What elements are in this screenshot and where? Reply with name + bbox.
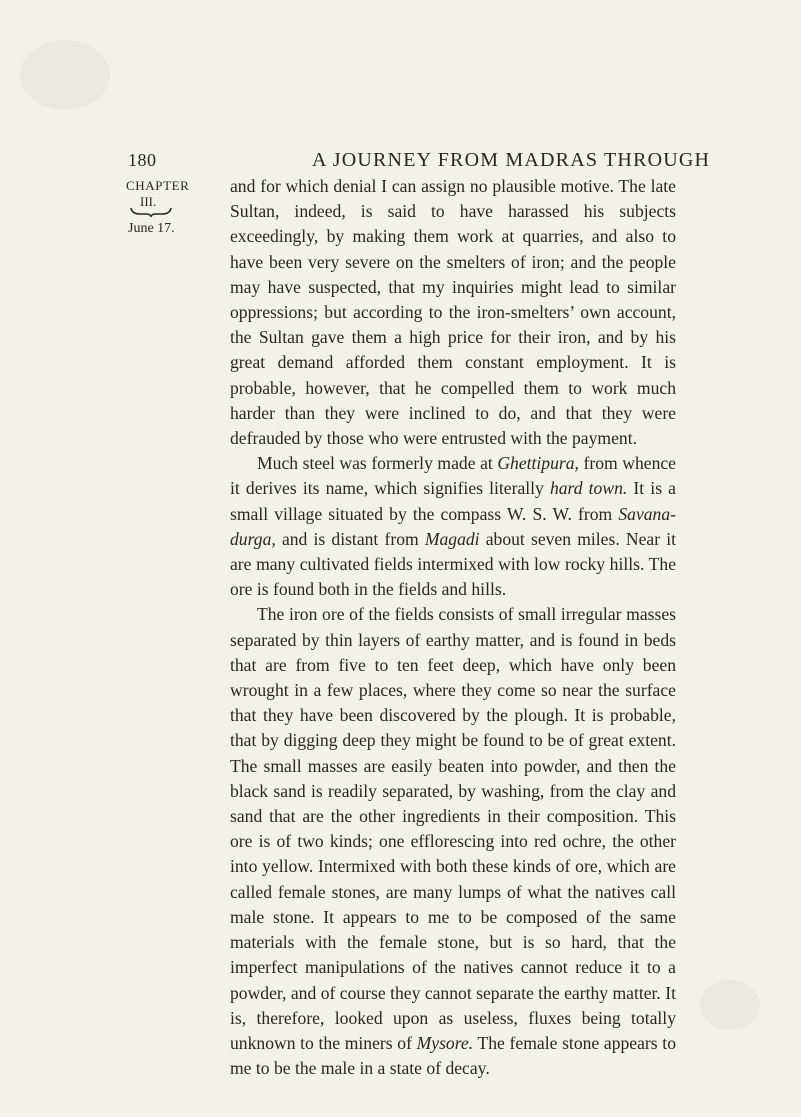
text-run: from whence it derives its name, which signifies literally bbox=[230, 453, 676, 499]
brace-ornament-icon bbox=[130, 207, 172, 217]
text-run: Much steel was formerly made at bbox=[257, 453, 498, 474]
text-run: It is a small village situated by the compass W. S. W. from bbox=[230, 478, 676, 524]
margin-chapter-number: III. bbox=[140, 194, 157, 209]
italic-text: hard town. bbox=[549, 478, 628, 499]
italic-text: Magadi bbox=[424, 528, 480, 549]
text-run: The female stone appears to me to be the male in a state of decay. bbox=[230, 1032, 676, 1079]
text-run: and is distant from bbox=[275, 528, 425, 549]
margin-chapter-label: CHAPTER bbox=[126, 178, 190, 193]
italic-text: Mysore. bbox=[416, 1032, 474, 1053]
text-run: The iron ore of the fields consists of small irregular masses separated by thin layers of earthy matter, and is found in beds that are from five to ten feet deep, which have only been wrought in a few places, where they come so near the surface that they have been discovered by the plough. It is probable, that by digging deep they might be found to be of great extent. The small masses are easily beaten into powder, and then the black sand is readily separated, by washing, from the clay and sand that are the other ingredients in their composition. This ore is of two kinds; one efflorescing into red ochre, the other into yellow. Intermixed with both these kinds of ore, which are called female stones, are many lumps of what the natives call male stone. It appears to me to be composed of the same materials with the female stone, but is so hard, that the imperfect manipulations of the natives cannot reduce it to a powder, and of course they cannot separate the earthy matter. It is, therefore, looked upon as useless, fluxes being totally unknown to the miners of bbox=[230, 604, 676, 1053]
text-run: and for which denial I can assign no plausible motive. The late Sultan, indeed, is said to have harassed his subjects exceedingly, by making them work at quarries, and also to have been very severe on the smelters of iron; and the people may have suspected, that my inquiries might lead to similar oppressions; but according to the iron-smelters’ own account, the Sultan gave them a high price for their iron, and by his great demand afforded them constant employment. It is probable, however, that he compelled them to work much harder than they were inclined to do, and that they were defrauded by those who were entrusted with the payment. bbox=[230, 176, 676, 449]
text-run: about seven miles. Near it are many cultivated fields intermixed with low rocky hills. The ore is found both in the fields and hills. bbox=[230, 528, 676, 600]
running-title: A JOURNEY FROM MADRAS THROUGH bbox=[312, 149, 711, 171]
paper-stain bbox=[20, 40, 110, 110]
body-text bbox=[230, 174, 676, 1081]
italic-text: Ghettipura, bbox=[497, 453, 579, 474]
paper-stain bbox=[700, 980, 760, 1030]
italic-text: Savana-durga, bbox=[230, 503, 676, 549]
paragraph bbox=[230, 451, 676, 602]
page-number: 180 bbox=[128, 150, 157, 170]
paragraph bbox=[230, 602, 676, 1081]
paragraph bbox=[230, 174, 676, 451]
margin-date: June 17. bbox=[128, 221, 175, 236]
